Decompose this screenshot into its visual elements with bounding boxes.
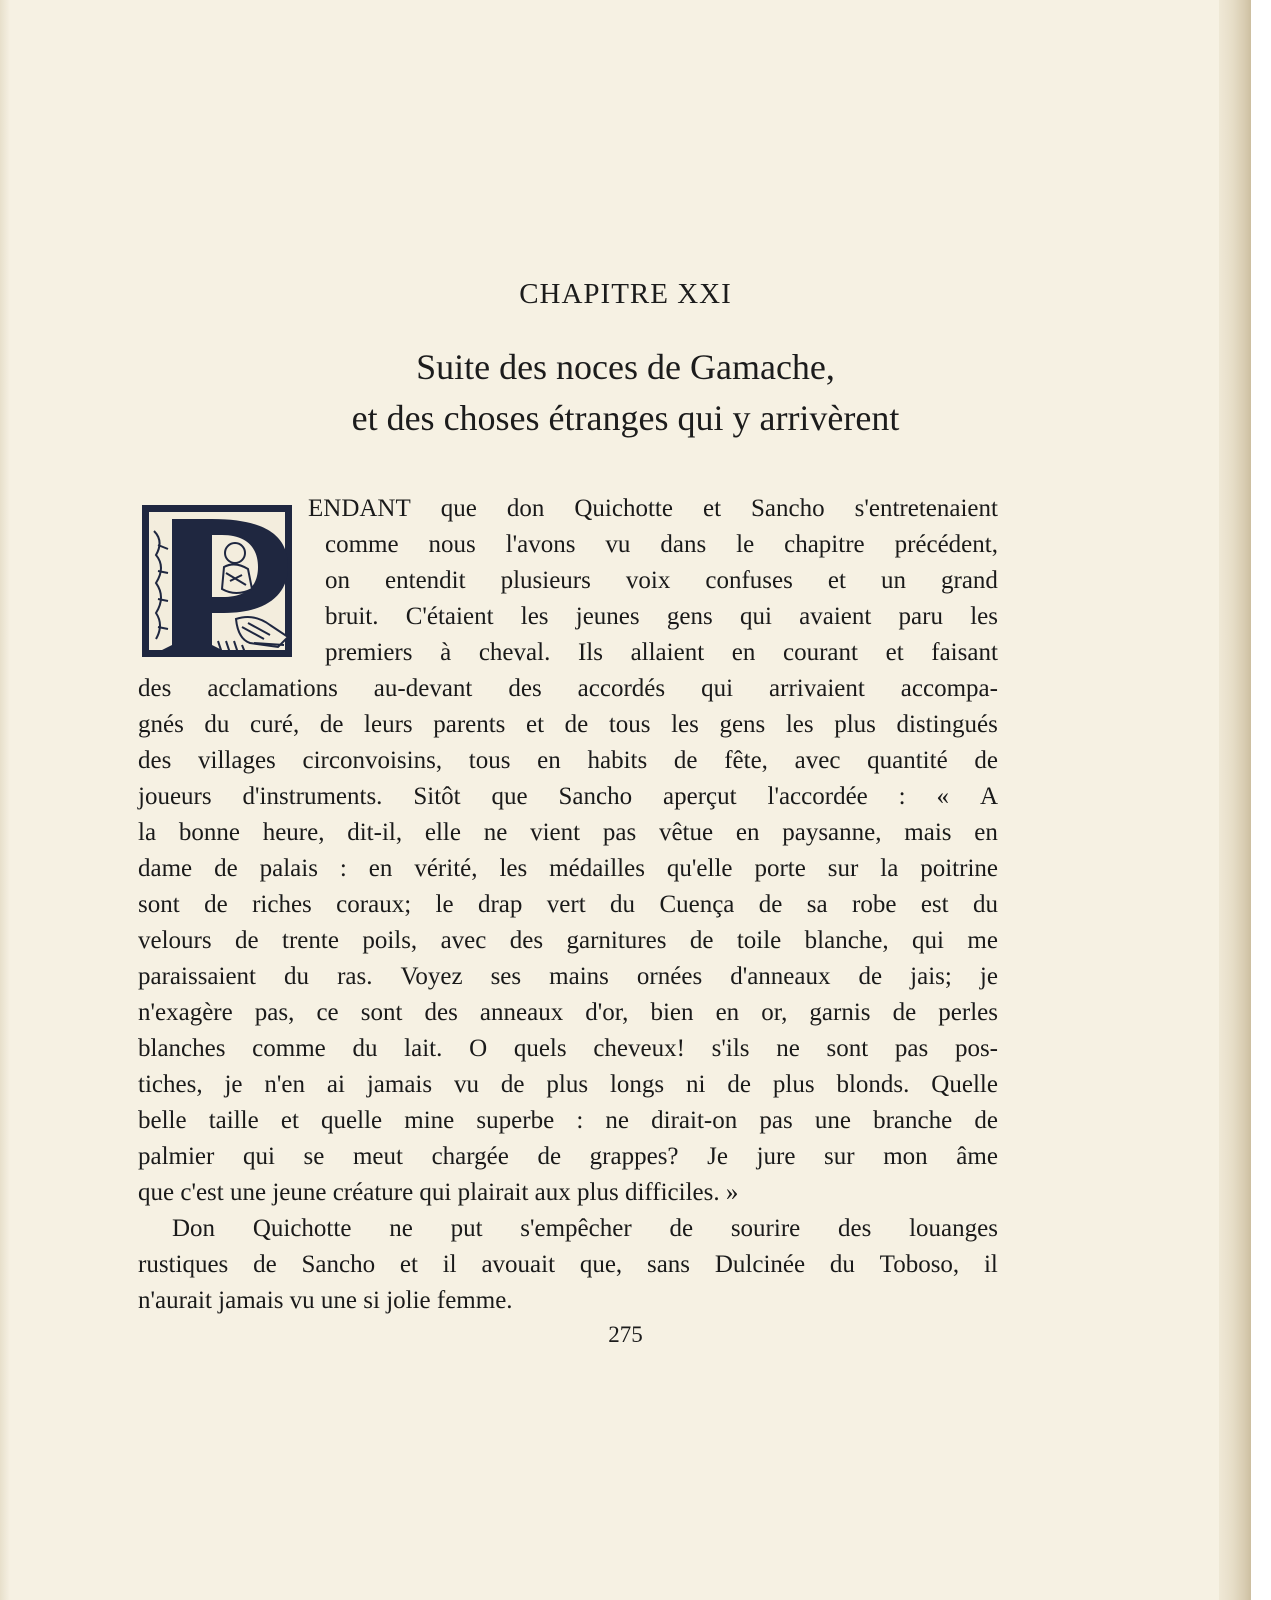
word: dit-il, [347, 819, 403, 846]
word: qu'elle [666, 855, 733, 882]
word: sa [806, 891, 828, 918]
word: qui [739, 603, 772, 630]
word: des [508, 675, 542, 702]
word: du [352, 1035, 378, 1062]
word: gens [719, 711, 766, 738]
word: put [450, 1215, 483, 1242]
word: en [715, 999, 740, 1026]
word: arrivaient [769, 675, 865, 702]
word: ornées [636, 963, 703, 990]
word: drap [477, 891, 523, 918]
word: de [564, 711, 589, 738]
word: courant [783, 639, 858, 666]
word: distingués [896, 711, 998, 738]
word: lait. [404, 1035, 443, 1062]
word: la [880, 855, 899, 882]
word: poitrine [920, 855, 998, 882]
word: paraissaient [138, 963, 257, 990]
word: palmier [138, 1143, 215, 1170]
word: palais [259, 855, 318, 882]
word: que [440, 495, 477, 522]
word: je [224, 1071, 243, 1098]
chapter-title-line-1: Suite des noces de Gamache, [416, 347, 835, 387]
word: paru [898, 603, 943, 630]
word: en [731, 639, 756, 666]
word: du [610, 891, 636, 918]
word: riches [252, 891, 312, 918]
text-line [138, 1247, 998, 1283]
word: ne [389, 1215, 413, 1242]
word: on [325, 567, 350, 594]
word: tous [468, 747, 511, 774]
text-line [308, 491, 998, 527]
text-line [138, 995, 998, 1031]
word: les [970, 603, 998, 630]
word: curé, [249, 711, 300, 738]
word: du [973, 891, 998, 918]
word: O [469, 1035, 488, 1062]
text-line [325, 563, 998, 599]
word: médailles [549, 855, 645, 882]
word: sont [826, 1035, 869, 1062]
word: quantité [867, 747, 948, 774]
word: cheval. [478, 639, 551, 666]
word: mais [904, 819, 952, 846]
word: mine [404, 1107, 455, 1134]
word: branche [873, 1107, 953, 1134]
word: s'entretenaient [854, 495, 998, 522]
word: du [284, 963, 310, 990]
word: n'exagère [138, 999, 233, 1026]
word: vu [454, 1071, 479, 1098]
word: il [983, 1251, 998, 1278]
word: heure, [262, 819, 325, 846]
word: ENDANT [308, 495, 411, 522]
word: le [435, 891, 454, 918]
word: me [967, 927, 998, 954]
text-line [138, 1283, 998, 1319]
word: Quelle [931, 1071, 998, 1098]
word: il [442, 1251, 457, 1278]
word: nous [428, 531, 476, 558]
text-line [138, 707, 998, 743]
word: est [920, 891, 949, 918]
word: taille [208, 1107, 259, 1134]
page-edge [1219, 0, 1251, 1600]
word: des [138, 747, 172, 774]
word: plusieurs [500, 567, 591, 594]
word: en [368, 855, 393, 882]
word: je [979, 963, 998, 990]
word: en [735, 819, 760, 846]
word: et [399, 1251, 418, 1278]
word: sans [646, 1251, 691, 1278]
word: sont [360, 999, 403, 1026]
word: ne [483, 819, 508, 846]
word: jeunes [575, 603, 640, 630]
word: villages [198, 747, 276, 774]
word: ni [686, 1071, 706, 1098]
word: de [235, 927, 259, 954]
word: sur [827, 855, 859, 882]
word: des [424, 999, 458, 1026]
word: Ils [577, 639, 603, 666]
word: aperçut [663, 783, 737, 810]
word: velours [138, 927, 212, 954]
word: ras. [337, 963, 373, 990]
word: jamais [366, 1071, 433, 1098]
word: plus [546, 1071, 589, 1098]
word: d'or, [585, 999, 629, 1026]
word: Cuença [659, 891, 735, 918]
text-line [138, 1211, 998, 1247]
word: vu [605, 531, 631, 558]
word: qui [701, 675, 734, 702]
word: d'anneaux [730, 963, 831, 990]
word: la [138, 819, 157, 846]
word: les [499, 855, 528, 882]
word: faisant [931, 639, 998, 666]
word: et [526, 711, 545, 738]
word: acclamations [207, 675, 338, 702]
word: bruit. [325, 603, 379, 630]
word: de [974, 1107, 998, 1134]
text-line [138, 1103, 998, 1139]
word: parents [433, 711, 506, 738]
word: longs [609, 1071, 665, 1098]
text-line [138, 779, 998, 815]
word: C'étaient [405, 603, 494, 630]
word: bien [650, 999, 694, 1026]
word: Je [707, 1143, 728, 1170]
word: circonvoisins, [302, 747, 443, 774]
word: à [440, 639, 452, 666]
word: voix [625, 567, 671, 594]
word: n'en [264, 1071, 306, 1098]
word: accordés [577, 675, 666, 702]
word: que [491, 783, 528, 810]
text-line [138, 815, 998, 851]
word: fête, [724, 747, 768, 774]
word: en [974, 819, 998, 846]
word: tiches, [138, 1071, 203, 1098]
word: anneaux [479, 999, 564, 1026]
word: : [576, 1107, 584, 1134]
word: gens [666, 603, 713, 630]
chapter-title-line-2: et des choses étranges qui y arrivèrent [351, 398, 900, 438]
word: sont [138, 891, 180, 918]
text-line-content: n'aurait jamais vu une si jolie femme. [138, 1287, 513, 1314]
word: chargée [431, 1143, 509, 1170]
word: pos- [954, 1035, 998, 1062]
word: garnitures [566, 927, 667, 954]
word: elle [424, 819, 461, 846]
word: les [520, 603, 549, 630]
text-line-content: que c'est une jeune créature qui plairait aux plus difficiles. » [138, 1179, 739, 1206]
word: que, [579, 1251, 623, 1278]
word: quelle [321, 1107, 383, 1134]
word: de [500, 1071, 525, 1098]
word: Don [172, 1215, 216, 1242]
word: joueurs [138, 783, 212, 810]
word: Toboso, [879, 1251, 960, 1278]
word: mon [883, 1143, 928, 1170]
word: de [204, 891, 228, 918]
word: don [506, 495, 545, 522]
text-line [138, 887, 998, 923]
word: jure [756, 1143, 796, 1170]
word: paysanne, [782, 819, 882, 846]
text-line [325, 527, 998, 563]
word: robe [852, 891, 897, 918]
word: de [727, 1071, 751, 1098]
word: trente [282, 927, 339, 954]
word: sur [824, 1143, 855, 1170]
word: allaient [630, 639, 705, 666]
text-line [138, 743, 998, 779]
word: comme [325, 531, 399, 558]
word: ses [490, 963, 522, 990]
word: blanche, [804, 927, 889, 954]
word: sourire [730, 1215, 801, 1242]
word: l'avons [505, 531, 576, 558]
word: les [671, 711, 699, 738]
word: cheveux! [593, 1035, 685, 1062]
word: toile [736, 927, 782, 954]
word: habits [587, 747, 648, 774]
text-line [325, 599, 998, 635]
word: Sitôt [413, 783, 461, 810]
text-line [138, 851, 998, 887]
word: s'empêcher [520, 1215, 632, 1242]
word: du [204, 711, 230, 738]
word: qui [242, 1143, 275, 1170]
word: âme [956, 1143, 998, 1170]
word: Sancho [301, 1251, 376, 1278]
word: A [979, 783, 998, 810]
word: blonds. [836, 1071, 910, 1098]
word: grand [941, 567, 998, 594]
word: ne [776, 1035, 800, 1062]
word: avaient [799, 603, 872, 630]
word: confuses [705, 567, 793, 594]
text-line [138, 671, 998, 707]
word: meut [352, 1143, 403, 1170]
word: belle [138, 1107, 187, 1134]
word: accompa- [900, 675, 998, 702]
word: Voyez [400, 963, 463, 990]
word: les [785, 711, 814, 738]
word: vêtue [658, 819, 714, 846]
word: de [858, 963, 883, 990]
word: ne [605, 1107, 630, 1134]
word: rustiques [138, 1251, 229, 1278]
word: et [702, 495, 722, 522]
word: ai [326, 1071, 345, 1098]
word: perles [938, 999, 998, 1026]
word: de [673, 747, 698, 774]
word: premiers [325, 639, 413, 666]
page-number: 275 [608, 1322, 643, 1347]
word: mains [549, 963, 609, 990]
text-line [138, 923, 998, 959]
word: des [838, 1215, 872, 1242]
word: de [758, 891, 783, 918]
word: pas [759, 1107, 793, 1134]
word: au-devant [373, 675, 473, 702]
word: une [814, 1107, 851, 1134]
word: dans [660, 531, 707, 558]
word: garnis [809, 999, 871, 1026]
word: vert [546, 891, 586, 918]
word: « [936, 783, 950, 810]
word: et [280, 1107, 299, 1134]
text-line [138, 1175, 998, 1211]
word: leurs [364, 711, 413, 738]
word: grappes? [589, 1143, 679, 1170]
word: pas, [254, 999, 295, 1026]
body-text [138, 491, 998, 1319]
word: comme [252, 1035, 326, 1062]
word: des [509, 927, 544, 954]
word: or, [761, 999, 788, 1026]
word: bonne [178, 819, 240, 846]
text-line [325, 635, 998, 671]
word: un [880, 567, 906, 594]
page-gutter-shadow [0, 0, 10, 1600]
word: se [303, 1143, 325, 1170]
word: quels [513, 1035, 567, 1062]
word: louanges [909, 1215, 998, 1242]
word: de [253, 1251, 277, 1278]
word: Dulcinée [714, 1251, 806, 1278]
word: Quichotte [574, 495, 673, 522]
word: s'ils [711, 1035, 750, 1062]
word: jais; [910, 963, 952, 990]
word: poils, [362, 927, 418, 954]
chapter-heading: CHAPITRE XXI [519, 278, 732, 310]
word: et [827, 567, 846, 594]
word: précédent, [894, 531, 998, 558]
word: tous [608, 711, 651, 738]
word: plus [834, 711, 876, 738]
word: et [885, 639, 904, 666]
word: pas [894, 1035, 929, 1062]
word: vient [530, 819, 581, 846]
word: du [829, 1251, 855, 1278]
word: de [214, 855, 238, 882]
word: chapitre [784, 531, 865, 558]
word: qui [912, 927, 944, 954]
text-line [138, 1139, 998, 1175]
word: coraux; [336, 891, 412, 918]
word: : [898, 783, 906, 810]
word: ce [316, 999, 339, 1026]
word: des [138, 675, 172, 702]
word: plus [772, 1071, 815, 1098]
word: Sancho [751, 495, 825, 522]
word: en [537, 747, 561, 774]
word: d'instruments. [242, 783, 383, 810]
word: : [339, 855, 347, 882]
text-line [138, 1031, 998, 1067]
word: porte [754, 855, 806, 882]
word: pas [602, 819, 637, 846]
word: dame [138, 855, 193, 882]
word: avec [794, 747, 841, 774]
word: vérité, [414, 855, 478, 882]
word: de [537, 1143, 562, 1170]
word: dirait-on [651, 1107, 738, 1134]
chapter-title [0, 342, 1251, 444]
word: avec [440, 927, 487, 954]
word: blanches [138, 1035, 226, 1062]
word: l'accordée [767, 783, 868, 810]
word: le [736, 531, 755, 558]
word: avouait [481, 1251, 556, 1278]
text-line [138, 1067, 998, 1103]
text-line [138, 959, 998, 995]
word: Quichotte [252, 1215, 352, 1242]
word: de [669, 1215, 694, 1242]
word: de [319, 711, 344, 738]
word: superbe [476, 1107, 555, 1134]
word: de [974, 747, 998, 774]
word: de [689, 927, 714, 954]
word: gnés [138, 711, 184, 738]
word: de [892, 999, 917, 1026]
word: Sancho [558, 783, 633, 810]
word: entendit [385, 567, 466, 594]
